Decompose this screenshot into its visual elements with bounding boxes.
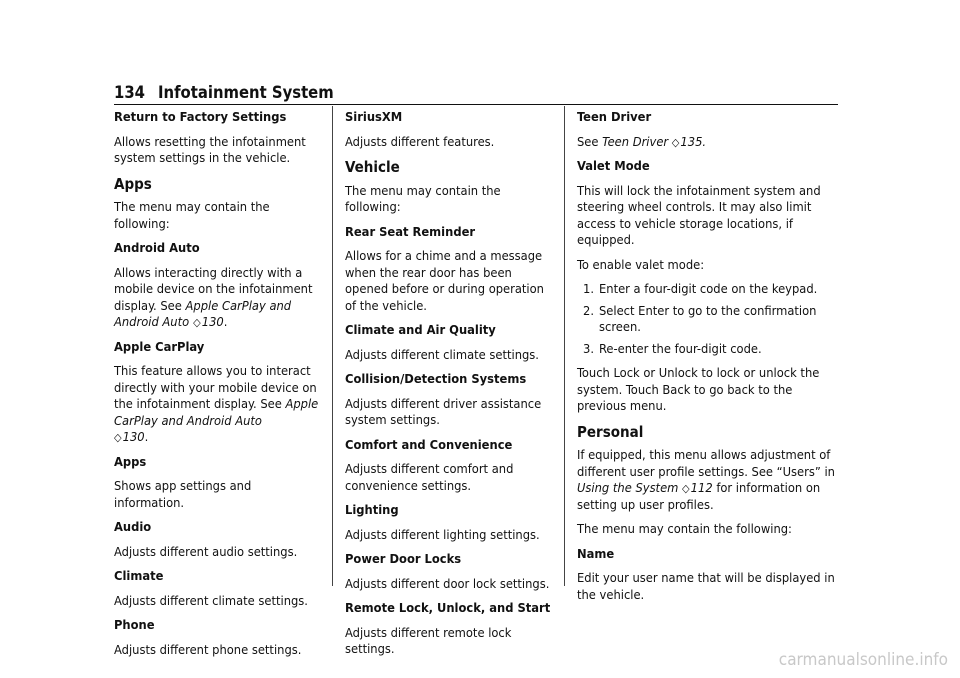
apple-carplay-title: Apple CarPlay (114, 339, 205, 355)
phone-title: Phone (114, 618, 155, 633)
page-title: Infotainment System (158, 83, 334, 102)
page-reference-icon: ◇ (682, 482, 690, 495)
climate-air-quality-title: Climate and Air Quality (345, 323, 496, 338)
climate-air-quality-body: Adjusts different climate settings. (345, 347, 539, 363)
vehicle-intro: The menu may contain the following: (345, 183, 501, 215)
apps-intro: The menu may contain the following: (114, 200, 270, 232)
teen-driver-title: Teen Driver (577, 110, 652, 125)
page-reference-icon: ◇ (193, 316, 201, 329)
name-body: Edit your user name that will be displayed in the vehicle. (577, 571, 835, 603)
collision-detection-title: Collision/Detection Systems (345, 372, 527, 387)
phone-body: Adjusts different phone settings. (114, 642, 302, 658)
climate-body: Adjusts different climate settings. (114, 593, 308, 609)
cross-reference-link[interactable]: Teen Driver (602, 134, 669, 150)
section-body: Allows resetting the infotainment system settings in the vehicle. (114, 134, 306, 166)
siriusxm-title: SiriusXM (345, 110, 403, 125)
watermark: carmanualsonline.info (778, 650, 948, 670)
cross-reference-link[interactable]: Apple CarPlay and Android Auto (114, 397, 319, 429)
audio-title: Audio (114, 520, 152, 535)
personal-intro: The menu may contain the following: (577, 522, 792, 537)
page-number: 134 (114, 83, 145, 102)
valet-mode-body: This will lock the infotainment system and steering wheel controls. It may also limit access to vehicle storage locations, if equipped. (577, 183, 821, 248)
comfort-convenience-title: Comfort and Convenience (345, 437, 513, 453)
cross-reference-link[interactable]: Apple CarPlay and Android Auto (114, 298, 292, 330)
valet-touch-text: Touch Lock or Unlock to lock or unlock the system. Touch Back to go back to the previous menu. (577, 366, 820, 414)
rear-seat-reminder-title: Rear Seat Reminder (345, 224, 476, 240)
valet-mode-title: Valet Mode (577, 159, 650, 174)
teen-driver-body: See Teen Driver ◇135. (577, 134, 707, 150)
column-divider-1 (332, 106, 333, 586)
remote-lock-title: Remote Lock, Unlock, and Start (345, 601, 551, 616)
valet-steps-list (577, 282, 839, 358)
remote-lock-body: Adjusts different remote lock settings. (345, 625, 512, 657)
android-auto-body: Allows interacting directly with a mobile device on the infotainment display. See Apple CarPlay and Android Auto ◇130. (114, 265, 313, 330)
heading-vehicle: Vehicle (345, 158, 400, 176)
android-auto-title: Android Auto (114, 241, 200, 256)
comfort-convenience-body: Adjusts different comfort and convenience settings. (345, 462, 514, 494)
apple-carplay-body: This feature allows you to interact directly with your mobile device on the infotainment display. See Apple CarPlay and Android Auto ◇130. (114, 364, 319, 445)
column-2 (345, 110, 557, 667)
page-reference-icon: ◇ (671, 135, 680, 149)
collision-detection-body: Adjusts different driver assistance system settings. (345, 396, 542, 428)
climate-title: Climate (114, 569, 164, 584)
name-title: Name (577, 546, 615, 562)
list-item: 2. Select Enter to go to the confirmation screen. (583, 303, 817, 335)
column-1 (114, 110, 319, 667)
list-item: 3. Re-enter the four-digit code. (583, 341, 762, 357)
page-header (114, 82, 838, 105)
lighting-body: Adjusts different lighting settings. (345, 527, 540, 543)
audio-body: Adjusts different audio settings. (114, 544, 298, 560)
apps-title: Apps (114, 454, 147, 470)
heading-personal: Personal (577, 422, 644, 441)
page-reference-icon: ◇ (114, 431, 122, 444)
power-door-locks-body: Adjusts different door lock settings. (345, 576, 550, 592)
siriusxm-body: Adjusts different features. (345, 134, 495, 150)
section-title: Return to Factory Settings (114, 110, 287, 125)
apps-body: Shows app settings and information. (114, 479, 252, 511)
heading-apps: Apps (114, 174, 152, 193)
list-item: 1. Enter a four-digit code on the keypad. (583, 282, 818, 297)
rear-seat-reminder-body: Allows for a chime and a message when the rear door has been opened before or during operation of the vehicle. (345, 249, 544, 314)
power-door-locks-title: Power Door Locks (345, 552, 462, 567)
cross-reference-link[interactable]: Using the System (577, 481, 679, 496)
column-3 (577, 110, 839, 612)
valet-enable-intro: To enable valet mode: (577, 257, 705, 273)
column-divider-2 (564, 106, 565, 586)
lighting-title: Lighting (345, 503, 399, 518)
personal-body: If equipped, this menu allows adjustment of different user profile settings. See “Users” in Using the System ◇112 for information on setting up user profiles. (577, 448, 835, 513)
